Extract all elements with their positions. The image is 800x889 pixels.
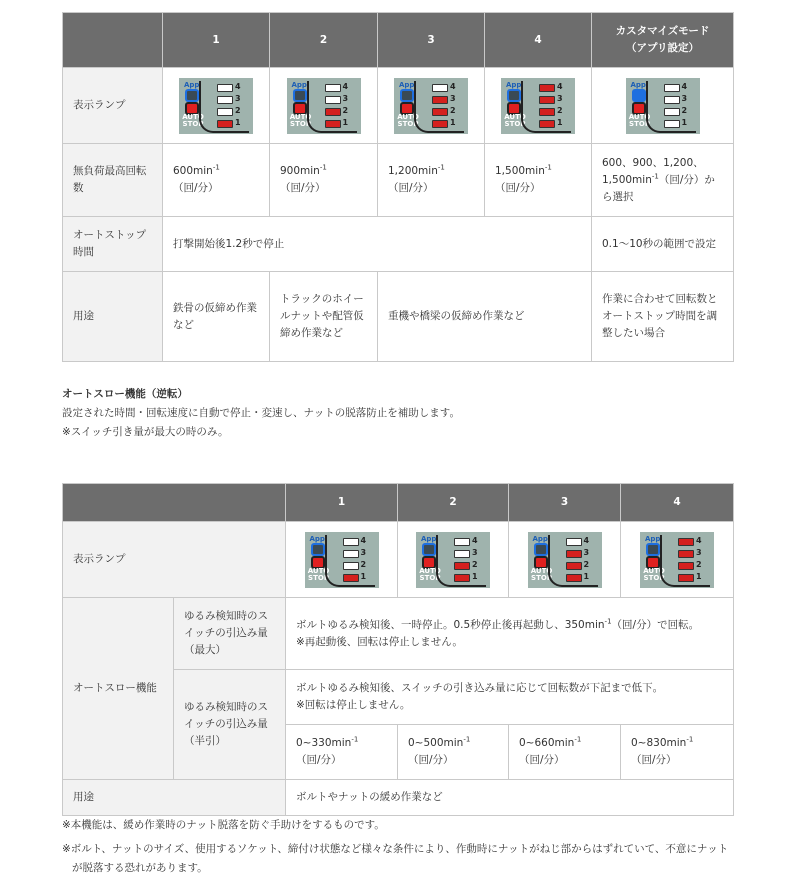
footnotes — [62, 816, 728, 878]
header-mode-3: 3 — [378, 13, 485, 68]
level-number: 4 — [342, 81, 349, 91]
app-label: App — [399, 80, 415, 89]
level-bar-icon — [664, 84, 680, 92]
auto-text: AUTO — [307, 566, 330, 575]
stop-text: STOP — [419, 573, 441, 582]
stop-text: STOP — [643, 573, 665, 582]
level-number: 4 — [450, 81, 456, 91]
stop-text: STOP — [290, 119, 311, 128]
level-bar-icon — [678, 550, 694, 558]
header-mode-3: 3 — [509, 484, 621, 522]
level-bar-icon — [432, 120, 448, 128]
row-label-speed: 無負荷最高回転数 — [63, 144, 163, 217]
level-number: 1 — [472, 571, 478, 581]
lamp-panel — [179, 78, 253, 134]
level-number: 2 — [342, 105, 349, 115]
stop-text: STOP — [629, 119, 650, 128]
level-bar-icon — [432, 84, 448, 92]
autoslow-note: ※スイッチ引き量が最大の時のみ。 — [62, 426, 229, 438]
level-bar-icon — [343, 574, 359, 582]
row-label-autoslow: オートスロー機能 — [63, 598, 174, 780]
use-value: トラックのホイールナットや配管仮締め作業など — [270, 272, 378, 362]
app-button-icon — [400, 89, 414, 102]
level-number: 1 — [583, 571, 590, 581]
app-button-icon — [293, 89, 307, 102]
level-number: 2 — [696, 559, 702, 569]
app-button-icon — [507, 89, 521, 102]
auto-text: AUTO — [397, 112, 419, 121]
level-number: 3 — [557, 93, 563, 103]
level-bar-icon — [566, 538, 582, 546]
use-value: 重機や橋梁の仮締め作業など — [378, 272, 592, 362]
level-bar-icon — [566, 550, 582, 558]
lamp-panel — [416, 532, 490, 588]
level-number: 1 — [681, 117, 688, 127]
footnote: ※ボルト、ナットのサイズ、使用するソケット、締付け状態など様々な条件により、作動時にナットがねじ部からはずれていて、不意にナット — [62, 843, 729, 855]
level-bar-icon — [217, 84, 233, 92]
app-button-icon — [185, 89, 199, 102]
level-number: 3 — [681, 93, 688, 103]
level-bar-icon — [539, 96, 555, 104]
use-value: 鉄骨の仮締め作業など — [163, 272, 270, 362]
app-button-icon — [534, 543, 548, 556]
level-number: 1 — [360, 571, 367, 581]
mode-table — [62, 12, 734, 362]
max-desc: ボルトゆるみ検知後、一時停止。0.5秒停止後再起動し、$350\min^{-1}$（回/分）で回転。 ※再起動後、回転は停止しません。 — [286, 598, 734, 670]
level-bar-icon — [325, 120, 341, 128]
auto-text: AUTO — [419, 566, 441, 575]
app-button-icon — [311, 543, 325, 556]
header-mode-2: 2 — [398, 484, 509, 522]
level-number: 2 — [235, 105, 241, 115]
half-desc: ボルトゆるみ検知後、スイッチの引き込み量に応じて回転数が下記まで低下。 ※回転は停止しません。 — [286, 670, 734, 725]
level-bar-icon — [539, 108, 555, 116]
row-label-half: ゆるみ検知時のスイッチの引込み量（半引） — [174, 670, 286, 780]
level-bar-icon — [678, 574, 694, 582]
app-label: App — [630, 80, 646, 89]
level-number: 4 — [235, 81, 241, 91]
stop-text: STOP — [397, 119, 419, 128]
level-bar-icon — [217, 96, 233, 104]
level-number: 2 — [681, 105, 688, 115]
speed-value: $900\min^{-1}$ （回/分） — [270, 144, 378, 217]
row-label-max: ゆるみ検知時のスイッチの引込み量（最大） — [174, 598, 286, 670]
auto-text: AUTO — [643, 566, 665, 575]
header-mode-4: 4 — [485, 13, 592, 68]
auto-text: AUTO — [289, 112, 312, 121]
autoslow-table — [62, 483, 734, 816]
header-mode-1: 1 — [163, 13, 270, 68]
half-speed: $0\sim 500\min^{-1}$ （回/分） — [398, 725, 509, 780]
level-number: 4 — [696, 535, 702, 545]
level-number: 4 — [472, 535, 478, 545]
level-bar-icon — [454, 562, 470, 570]
level-bar-icon — [325, 96, 341, 104]
auto-text: AUTO — [530, 566, 553, 575]
level-bar-icon — [678, 538, 694, 546]
level-number: 2 — [450, 105, 456, 115]
speed-value: $1,200\min^{-1}$ （回/分） — [378, 144, 485, 217]
header-blank — [63, 484, 286, 522]
header-blank — [63, 13, 163, 68]
level-bar-icon — [217, 108, 233, 116]
use-value-custom: 作業に合わせて回転数とオートストップ時間を調整したい場合 — [592, 272, 734, 362]
app-label: App — [506, 80, 522, 89]
level-number: 3 — [583, 547, 590, 557]
stop-text: STOP — [504, 119, 526, 128]
autoslow-section — [62, 385, 460, 442]
level-number: 4 — [681, 81, 688, 91]
level-bar-icon — [454, 538, 470, 546]
speed-value: $1,500\min^{-1}$ （回/分） — [485, 144, 592, 217]
level-bar-icon — [432, 96, 448, 104]
app-label: App — [184, 80, 200, 89]
lamp-panel — [640, 532, 714, 588]
header-mode-2: 2 — [270, 13, 378, 68]
level-number: 2 — [360, 559, 367, 569]
level-number: 3 — [450, 93, 456, 103]
stop-text: STOP — [308, 573, 329, 582]
header-custom-mode: カスタマイズモード （アプリ設定） — [592, 13, 734, 68]
level-number: 2 — [557, 105, 563, 115]
level-bar-icon — [343, 538, 359, 546]
auto-text: AUTO — [628, 112, 651, 121]
footnote: ※本機能は、緩め作業時のナット脱落を防ぐ手助けをするものです。 — [62, 819, 385, 831]
level-number: 2 — [583, 559, 590, 569]
app-button-icon — [422, 543, 436, 556]
row-label-lamp: 表示ランプ — [63, 68, 163, 144]
half-speed: $0\sim 330\min^{-1}$ （回/分） — [286, 725, 398, 780]
level-number: 1 — [450, 117, 456, 127]
lamp-panel — [305, 532, 379, 588]
row-label-use: 用途 — [63, 780, 286, 816]
app-label: App — [532, 534, 548, 543]
level-number: 3 — [342, 93, 349, 103]
row-label-autostop: オートストップ時間 — [63, 217, 163, 272]
auto-text: AUTO — [504, 112, 526, 121]
autoslow-title: オートスロー機能（逆転） — [62, 388, 188, 400]
level-number: 3 — [360, 547, 367, 557]
footnote-cont: が脱落する恐れがあります。 — [72, 862, 208, 874]
app-label: App — [309, 534, 325, 543]
autostop-value: 打撃開始後1.2秒で停止 — [163, 217, 592, 272]
lamp-panel — [287, 78, 361, 134]
app-label: App — [645, 534, 661, 543]
app-button-icon — [646, 543, 660, 556]
app-label: App — [421, 534, 437, 543]
level-bar-icon — [432, 108, 448, 116]
level-bar-icon — [454, 574, 470, 582]
level-bar-icon — [664, 96, 680, 104]
half-speed: $0\sim 830\min^{-1}$ （回/分） — [621, 725, 734, 780]
level-number: 4 — [360, 535, 367, 545]
level-number: 1 — [557, 117, 563, 127]
lamp-panel — [394, 78, 468, 134]
level-number: 4 — [557, 81, 563, 91]
app-label: App — [291, 80, 307, 89]
autoslow-desc: 設定された時間・回転速度に自動で停止・変速し、ナットの脱落防止を補助します。 — [62, 407, 460, 419]
speed-value-custom: 600、900、1,200、 $1,500\min^{-1}$（回/分）か ら選択 — [592, 144, 734, 217]
level-bar-icon — [325, 108, 341, 116]
level-bar-icon — [539, 84, 555, 92]
level-number: 2 — [472, 559, 478, 569]
level-number: 1 — [342, 117, 349, 127]
lamp-panel — [501, 78, 575, 134]
speed-value: $600\min^{-1}$ （回/分） — [163, 144, 270, 217]
level-bar-icon — [454, 550, 470, 558]
auto-text: AUTO — [182, 112, 204, 121]
level-number: 4 — [583, 535, 590, 545]
level-number: 1 — [696, 571, 702, 581]
app-button-icon — [632, 89, 646, 102]
level-number: 3 — [472, 547, 478, 557]
level-bar-icon — [343, 550, 359, 558]
stop-text: STOP — [531, 573, 552, 582]
level-number: 3 — [235, 93, 241, 103]
autostop-custom: 0.1～10秒の範囲で設定 — [592, 217, 734, 272]
lamp-panel — [626, 78, 700, 134]
level-bar-icon — [664, 108, 680, 116]
stop-text: STOP — [182, 119, 204, 128]
level-number: 3 — [696, 547, 702, 557]
use-value: ボルトやナットの緩め作業など — [286, 780, 734, 816]
level-bar-icon — [566, 562, 582, 570]
lamp-panel — [528, 532, 602, 588]
level-bar-icon — [678, 562, 694, 570]
level-bar-icon — [664, 120, 680, 128]
row-label-use: 用途 — [63, 272, 163, 362]
level-bar-icon — [566, 574, 582, 582]
level-number: 1 — [235, 117, 241, 127]
header-mode-1: 1 — [286, 484, 398, 522]
level-bar-icon — [325, 84, 341, 92]
header-mode-4: 4 — [621, 484, 734, 522]
level-bar-icon — [343, 562, 359, 570]
level-bar-icon — [217, 120, 233, 128]
half-speed: $0\sim 660\min^{-1}$ （回/分） — [509, 725, 621, 780]
level-bar-icon — [539, 120, 555, 128]
row-label-lamp: 表示ランプ — [63, 522, 286, 598]
